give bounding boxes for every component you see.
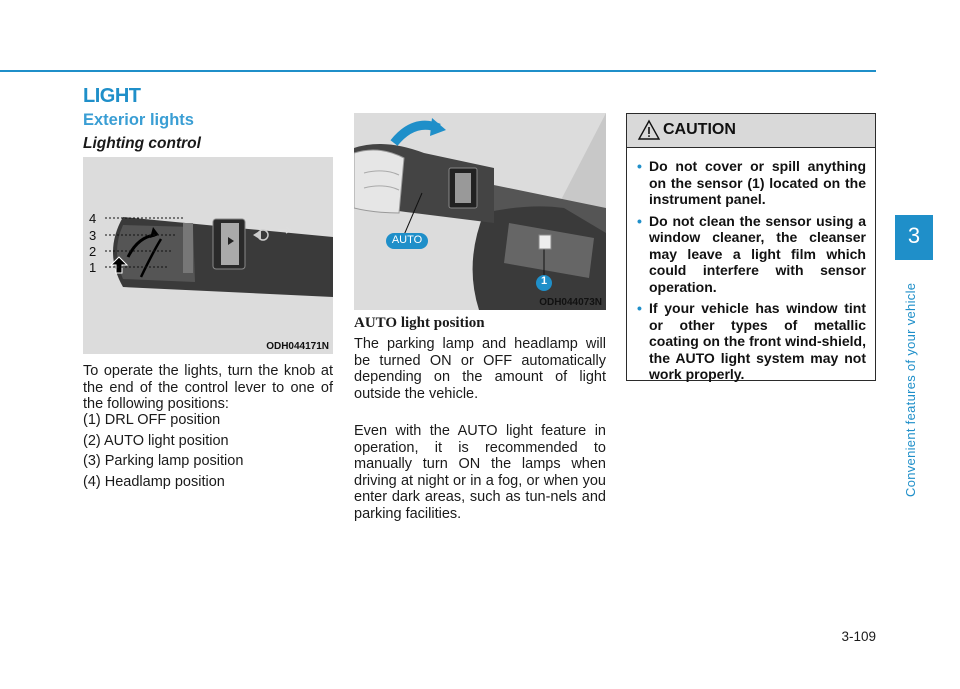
figure-lighting-lever	[83, 157, 333, 354]
lever-illustration	[83, 157, 333, 354]
figure-code: ODH044073N	[539, 297, 602, 308]
subsub-title: Lighting control	[83, 135, 201, 152]
chapter-tab	[895, 215, 933, 260]
position-number-2: 2	[89, 244, 97, 259]
figure-auto-light	[354, 113, 606, 310]
figure-code: ODH044171N	[266, 341, 329, 352]
caution-list	[627, 148, 875, 383]
auto-light-illustration	[354, 113, 606, 310]
section-title: LIGHT	[83, 85, 141, 107]
auto-light-heading: AUTO light position	[354, 315, 485, 331]
list-item: (2) AUTO light position	[83, 432, 229, 449]
list-item: • Do not cover or spill anything on the sensor (1) located on the instrument panel.	[639, 158, 866, 208]
top-rule	[0, 70, 876, 72]
caution-label: CAUTION	[663, 121, 736, 138]
caution-header	[627, 114, 875, 148]
list-item: • If your vehicle has window tint or other types of metallic coating on the front wind-shield, the AUTO light system may not work properly.	[639, 300, 866, 383]
position-number-3: 3	[89, 228, 97, 243]
chapter-title: Convenient features of your vehicle	[903, 282, 918, 497]
position-list	[83, 412, 333, 494]
chapter-side-label	[899, 267, 927, 497]
intro-paragraph: To operate the lights, turn the knob at the end of the control lever to one of the following positions:	[83, 363, 333, 412]
chapter-number: 3	[907, 223, 921, 248]
warning-triangle-icon	[637, 118, 661, 142]
position-number-4: 4	[89, 211, 97, 226]
auto-light-paragraph: Even with the AUTO light feature in operation, it is recommended to manually turn ON the lamps when driving at night or in a fog, or when you enter dark areas, such as tun-nels and parking facilities.	[354, 423, 606, 522]
auto-light-paragraph: The parking lamp and headlamp will be turned ON or OFF automatically depending on the amount of light outside the vehicle.	[354, 336, 606, 402]
position-number-1: 1	[89, 260, 97, 275]
list-item: (4) Headlamp position	[83, 473, 225, 490]
page-number: 3-109	[841, 629, 876, 644]
caution-box	[626, 113, 876, 381]
sensor-callout: 1	[540, 275, 548, 287]
list-item: (3) Parking lamp position	[83, 453, 244, 469]
list-item: (1) DRL OFF position	[83, 412, 221, 428]
sub-title: Exterior lights	[83, 111, 194, 129]
auto-label: AUTO	[391, 234, 423, 246]
list-item: • Do not clean the sensor using a window cleaner, the cleanser may leave a light film which could interfere with sensor operation.	[639, 213, 866, 296]
